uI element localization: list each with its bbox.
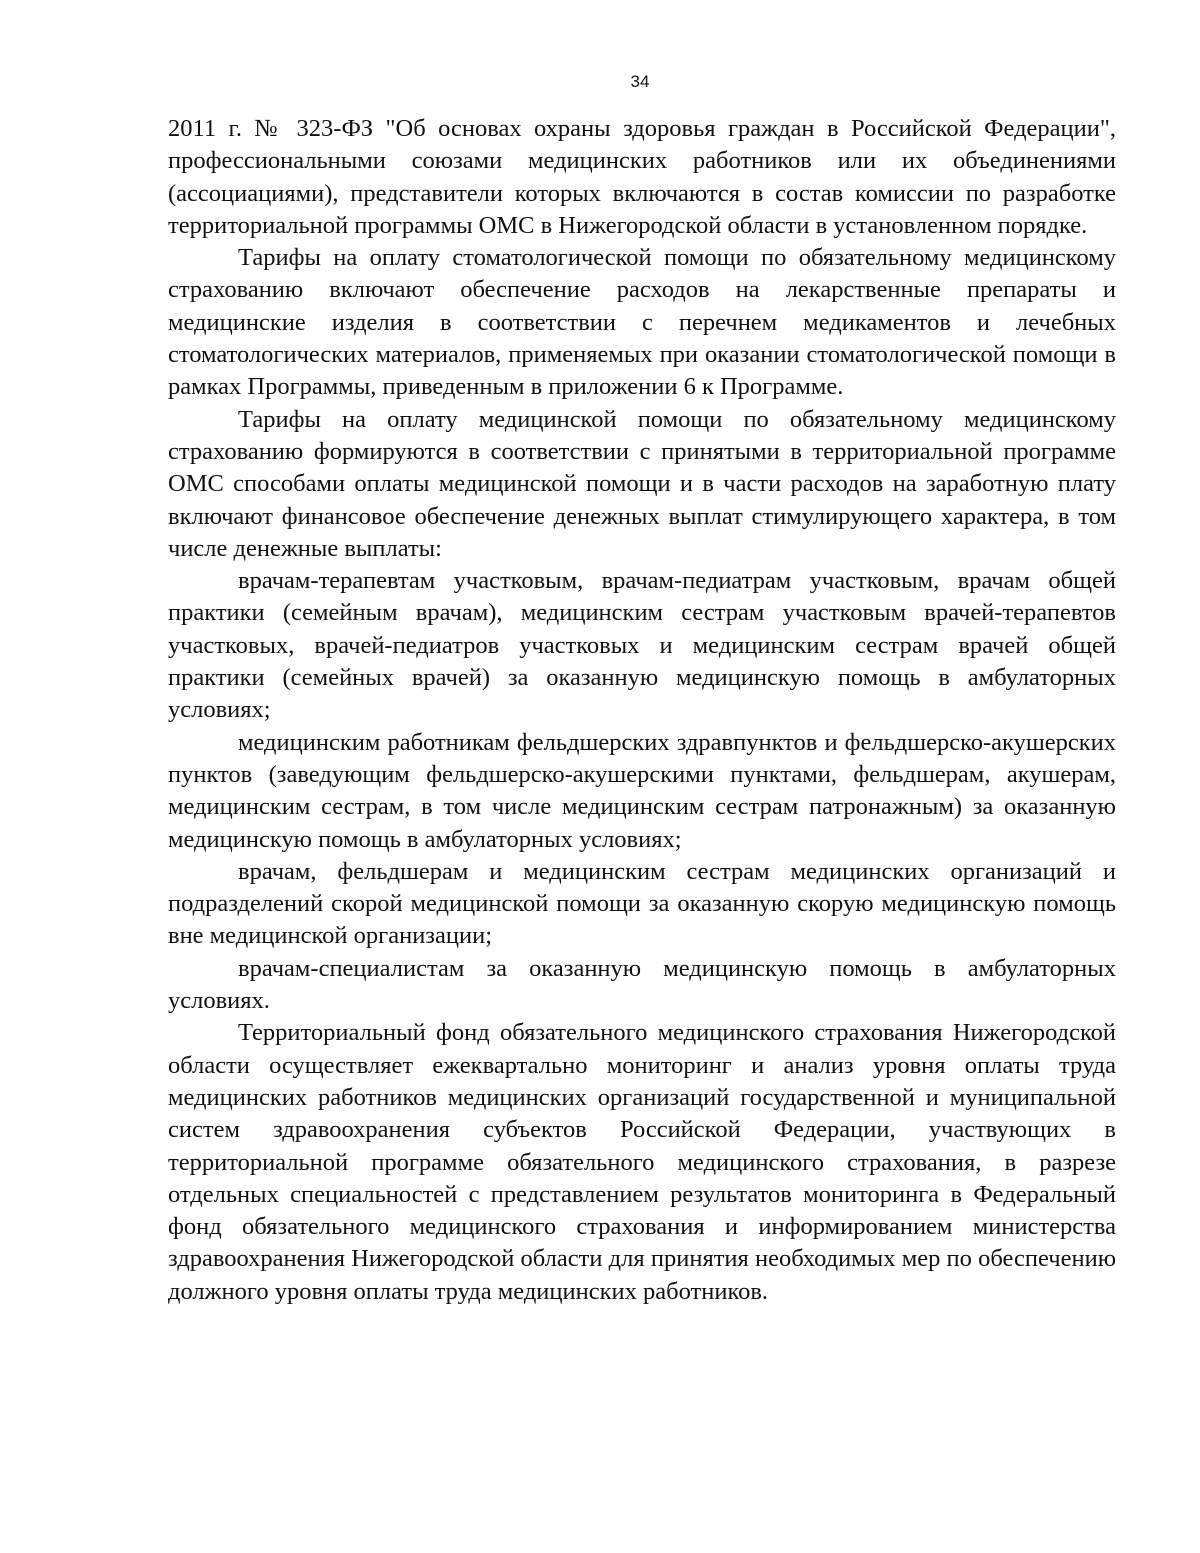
document-body: [168, 113, 1116, 1308]
page-number: 34: [630, 72, 650, 91]
list-item-district-doctors: врачам-терапевтам участковым, врачам-педиатрам участковым, врачам общей практики (семейным врачам), медицинским сестрам участковым врачей-терапевтов участковых, врачей-педиатров участковых и медицинским сестрам врачей общей практики (семейных врачей) за оказанную медицинскую помощь в амбулаторных условиях;: [168, 567, 1116, 724]
paragraph-dental-tariffs: Тарифы на оплату стоматологической помощи по обязательному медицинскому страхованию включают обеспечение расходов на лекарственные препараты и медицинские изделия в соответствии с перечнем медикаментов и лечебных стоматологических материалов, применяемых при оказании стоматологической помощи в рамках Программы, приведенным в приложении 6 к Программе.: [168, 244, 1116, 401]
paragraph-fund-monitoring: Территориальный фонд обязательного медицинского страхования Нижегородской области осуществляет ежеквартально мониторинг и анализ уровня оплаты труда медицинских работников медицинских организаций государственной и муниципальной систем здравоохранения субъектов Российской Федерации, участвующих в территориальной программе обязательного медицинского страхования, в разрезе отдельных специальностей с представлением результатов мониторинга в Федеральный фонд обязательного медицинского страхования и информированием министерства здравоохранения Нижегородской области для принятия необходимых мер по обеспечению должного уровня оплаты труда медицинских работников.: [168, 1019, 1116, 1305]
paragraph-tariff-formation: Тарифы на оплату медицинской помощи по обязательному медицинскому страхованию формируются в соответствии с принятыми в территориальной программе ОМС способами оплаты медицинской помощи и в части расходов на заработную плату включают финансовое обеспечение денежных выплат стимулирующего характера, в том числе денежные выплаты:: [168, 405, 1116, 562]
list-item-feldsher-stations: медицинским работникам фельдшерских здравпунктов и фельдшерско-акушерских пунктов (заведующим фельдшерско-акушерскими пунктами, фельдшерам, акушерам, медицинским сестрам, в том числе медицинским сестрам патронажным) за оказанную медицинскую помощь в амбулаторных условиях;: [168, 728, 1116, 853]
list-item-specialists: врачам-специалистам за оказанную медицинскую помощь в амбулаторных условиях.: [168, 954, 1116, 1015]
paragraph-continuation: 2011 г. № 323-ФЗ "Об основах охраны здоровья граждан в Российской Федерации", профессиональными союзами медицинских работников или их объединениями (ассоциациями), представители которых включаются в состав комиссии по разработке территориальной программы ОМС в Нижегородской области в установленном порядке.: [168, 115, 1116, 239]
list-item-emergency-care: врачам, фельдшерам и медицинским сестрам медицинских организаций и подразделений скорой медицинской помощи за оказанную скорую медицинскую помощь вне медицинской организации;: [168, 857, 1116, 950]
